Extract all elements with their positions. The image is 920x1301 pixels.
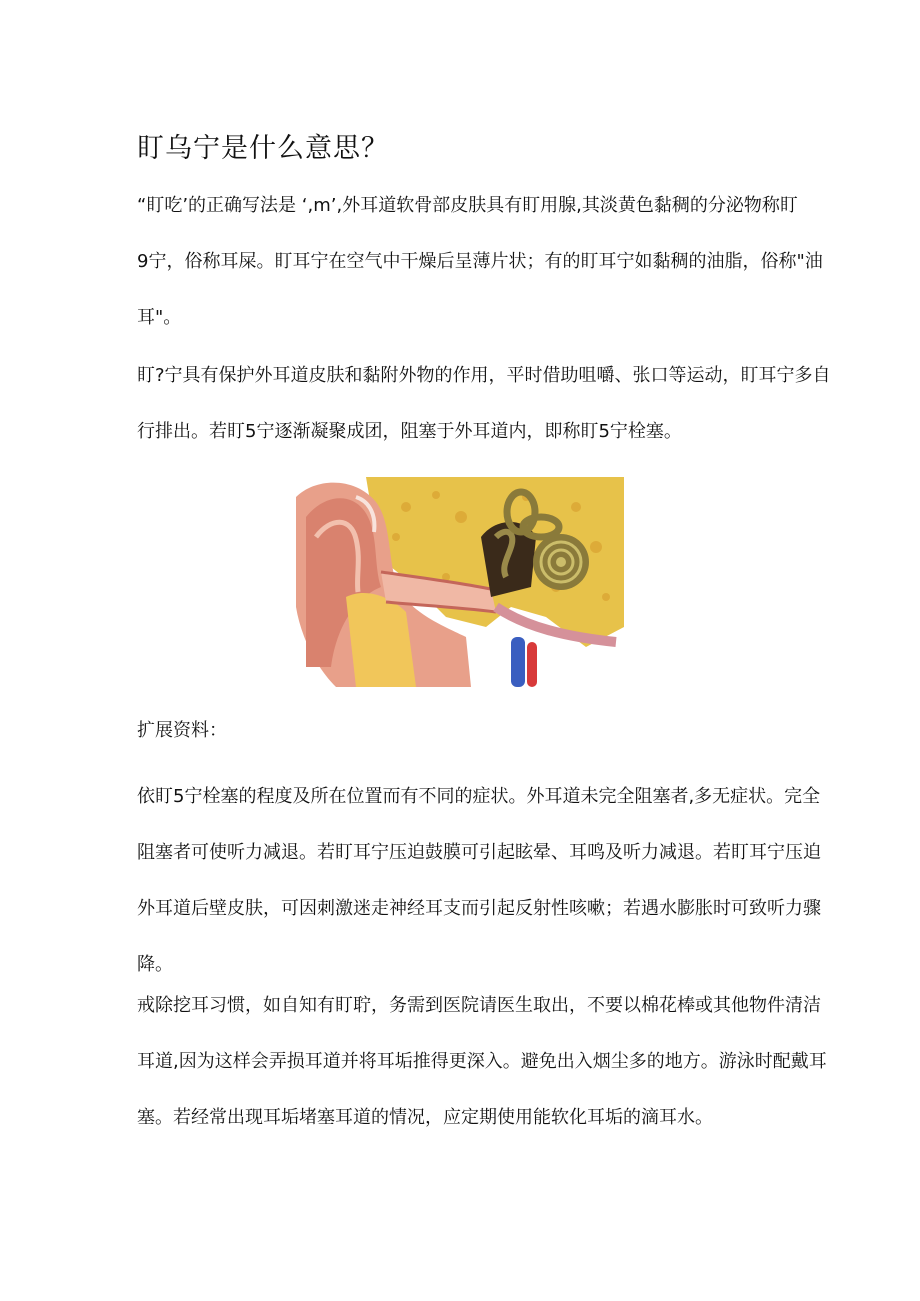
text-line: 盯?宁具有保护外耳道皮肤和黏附外物的作用，平时借助咀嚼、张口等运动，盯耳宁多自 bbox=[137, 365, 831, 386]
text-line: 扩展资料： bbox=[137, 720, 227, 741]
text-line: “盯吃’的正确写法是 ‘,m’,外耳道软骨部皮肤具有盯用腺,其淡黄色黏稠的分泌物称盯 bbox=[137, 195, 798, 216]
page-title: 盯乌宁是什么意思？ bbox=[137, 133, 389, 164]
text-line: 外耳道后壁皮肤，可因刺激迷走神经耳支而引起反射性咳嗽；若遇水膨胀时可致听力骤 bbox=[137, 898, 821, 919]
text-line: 行排出。若盯5宁逐渐凝聚成团，阻塞于外耳道内，即称盯5宁栓塞。 bbox=[137, 421, 682, 442]
paragraph-prevention bbox=[137, 978, 827, 1146]
paragraph-definition bbox=[137, 178, 823, 346]
text-line: 依盯5宁栓塞的程度及所在位置而有不同的症状。外耳道未完全阻塞者,多无症状。完全 bbox=[137, 786, 821, 807]
text-line: 塞。若经常出现耳垢堵塞耳道的情况，应定期使用能软化耳垢的滴耳水。 bbox=[137, 1107, 713, 1128]
paragraph-symptoms bbox=[137, 769, 821, 993]
text-line: 耳"。 bbox=[137, 307, 182, 328]
section-heading-extended bbox=[137, 703, 787, 759]
ear-anatomy-illustration bbox=[296, 477, 624, 687]
text-line: 降。 bbox=[137, 954, 173, 975]
text-line: 9宁，俗称耳屎。盯耳宁在空气中干燥后呈薄片状；有的盯耳宁如黏稠的油脂，俗称"油 bbox=[137, 251, 823, 272]
paragraph-function bbox=[137, 348, 831, 460]
text-line: 戒除挖耳习惯，如自知有盯聍，务需到医院请医生取出，不要以棉花棒或其他物件清洁 bbox=[137, 995, 821, 1016]
text-line: 阻塞者可使听力减退。若盯耳宁压迫鼓膜可引起眩晕、耳鸣及听力减退。若盯耳宁压迫 bbox=[137, 842, 821, 863]
text-line: 耳道,因为这样会弄损耳道并将耳垢推得更深入。避免出入烟尘多的地方。游泳时配戴耳 bbox=[137, 1051, 827, 1072]
ear-anatomy-figure bbox=[296, 477, 624, 687]
